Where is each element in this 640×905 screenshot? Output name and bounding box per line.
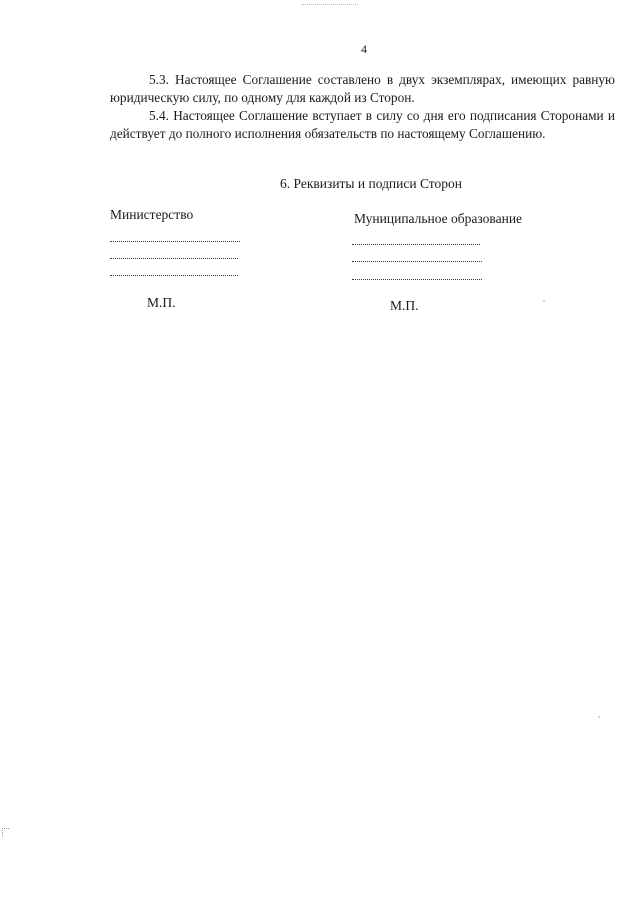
right-signature-line (352, 261, 482, 262)
left-signature-line (110, 241, 240, 242)
party-left-name: Министерство (110, 207, 194, 222)
clause-5-3-text: 5.3. Настоящее Соглашение составлено в двух экземплярах, имеющих равную юридическую силу, по одному для каждой из Сторон. (110, 72, 615, 105)
scan-artifact (2, 828, 9, 837)
clause-5-3 (110, 71, 615, 107)
clause-5-4-text: 5.4. Настоящее Соглашение вступает в силу со дня его подписания Сторонами и действует до полного исполнения обязательств по настоящему Соглашению. (110, 108, 615, 141)
page-number: 4 (361, 42, 367, 56)
section-heading: 6. Реквизиты и подписи Сторон (280, 176, 462, 191)
scan-artifact (302, 4, 358, 5)
left-signature-line (110, 275, 238, 276)
scan-speck (543, 300, 545, 302)
scan-speck (598, 716, 600, 718)
clause-5-4 (110, 107, 615, 143)
left-seal-label: М.П. (147, 295, 176, 310)
right-signature-line (352, 279, 482, 280)
party-right-name: Муниципальное образование (354, 211, 523, 226)
left-signature-line (110, 258, 238, 259)
right-signature-line (352, 244, 480, 245)
right-seal-label: М.П. (390, 298, 419, 313)
